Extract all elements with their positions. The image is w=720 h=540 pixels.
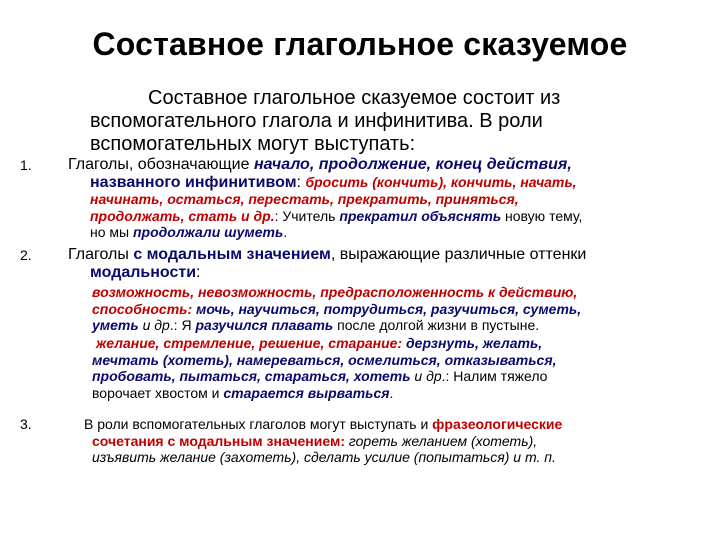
ex2-line-4a: ворочает хвостом и (92, 384, 224, 401)
ex2-line-4c: . (389, 384, 394, 401)
item-2-lead-e: : (196, 264, 201, 281)
item-1-lead-d: : (296, 174, 306, 191)
item-3-number: 3. (20, 416, 32, 432)
item-1-line-3d: новую тему, (501, 207, 583, 224)
ex1-line-3e: после долгой жизни в пустыне. (333, 317, 540, 333)
ex1-line-3a: уметь (92, 317, 139, 333)
item-3-line-2b: гореть желанием (хотеть), (344, 432, 538, 449)
item-1-line-2: начинать, остаться, перестать, прекратить, приняться, (90, 191, 519, 207)
ex2-line-1a: желание, стремление, решение, старание: (96, 335, 406, 351)
item-3-line-3: изъявить желание (захотеть), сделать усилие (попытаться) и т. п. (92, 449, 556, 465)
ex2-line-3a: пробовать, пытаться, стараться, хотеть (92, 368, 411, 384)
ex2-line-1b: дерзнуть, желать, (406, 335, 543, 351)
ex1-line-2a: способность: (92, 300, 197, 317)
item-2-lead-c: , выражающие различные оттенки (330, 246, 587, 263)
ex2-line-4b: старается вырваться (223, 384, 390, 401)
item-2-example-1 (92, 284, 682, 334)
item-1-line-4c: . (283, 224, 288, 240)
ex1-line-2b: мочь, научиться, потрудиться, разучиться, суметь, (196, 300, 582, 317)
item-2-number: 2. (20, 247, 32, 263)
item-1-line-3a: продолжать, стать и др. (90, 207, 275, 224)
item-1-line-3c: прекратил объяснять (339, 207, 502, 224)
item-1-line-3b: : Учитель (274, 207, 340, 224)
item-3-line-1a: В роли вспомогательных глаголов могут выступать и (84, 416, 433, 432)
item-1-lead-e: бросить (кончить), кончить, начать, (305, 174, 577, 190)
intro-paragraph: Составное глагольное сказуемое состоит из вспомогательного глагола и инфинитива. В роли вспомогательных могут выступать: (90, 87, 561, 155)
item-1-lead-c: названного инфинитивом (90, 174, 297, 191)
ex2-line-3b: и др (410, 368, 442, 384)
item-2-example-2 (92, 335, 686, 401)
item-2-lead-a: Глаголы (68, 246, 134, 263)
item-1-lead-a: Глаголы, обозначающие (68, 156, 254, 173)
item-1-lead-b: начало, продолжение, конец действия, (253, 156, 572, 173)
item-1-line-4a: но мы (90, 224, 133, 240)
item-2-lead-d: модальности (90, 264, 197, 281)
ex1-line-3d: разучился плавать (195, 317, 334, 333)
item-3-line-2a: сочетания с модальным значением: (92, 432, 345, 449)
item-2-lead-b: с модальным значением (133, 246, 331, 263)
ex1-line-1: возможность, невозможность, предрасположенность к действию, (92, 284, 578, 300)
ex2-line-3c: .: Налим тяжело (441, 368, 548, 384)
ex1-line-3c: .: Я (169, 317, 196, 333)
ex2-line-2: мечтать (хотеть), намереваться, осмелиться, отказываться, (92, 351, 557, 368)
ex1-line-3b: и др (138, 317, 170, 333)
item-1-line-4b: продолжали шуметь (132, 224, 284, 240)
item-3-line-1b: фразеологические (432, 416, 563, 432)
item-1-number: 1. (20, 157, 32, 173)
slide-title: Составное глагольное сказуемое (92, 26, 628, 62)
